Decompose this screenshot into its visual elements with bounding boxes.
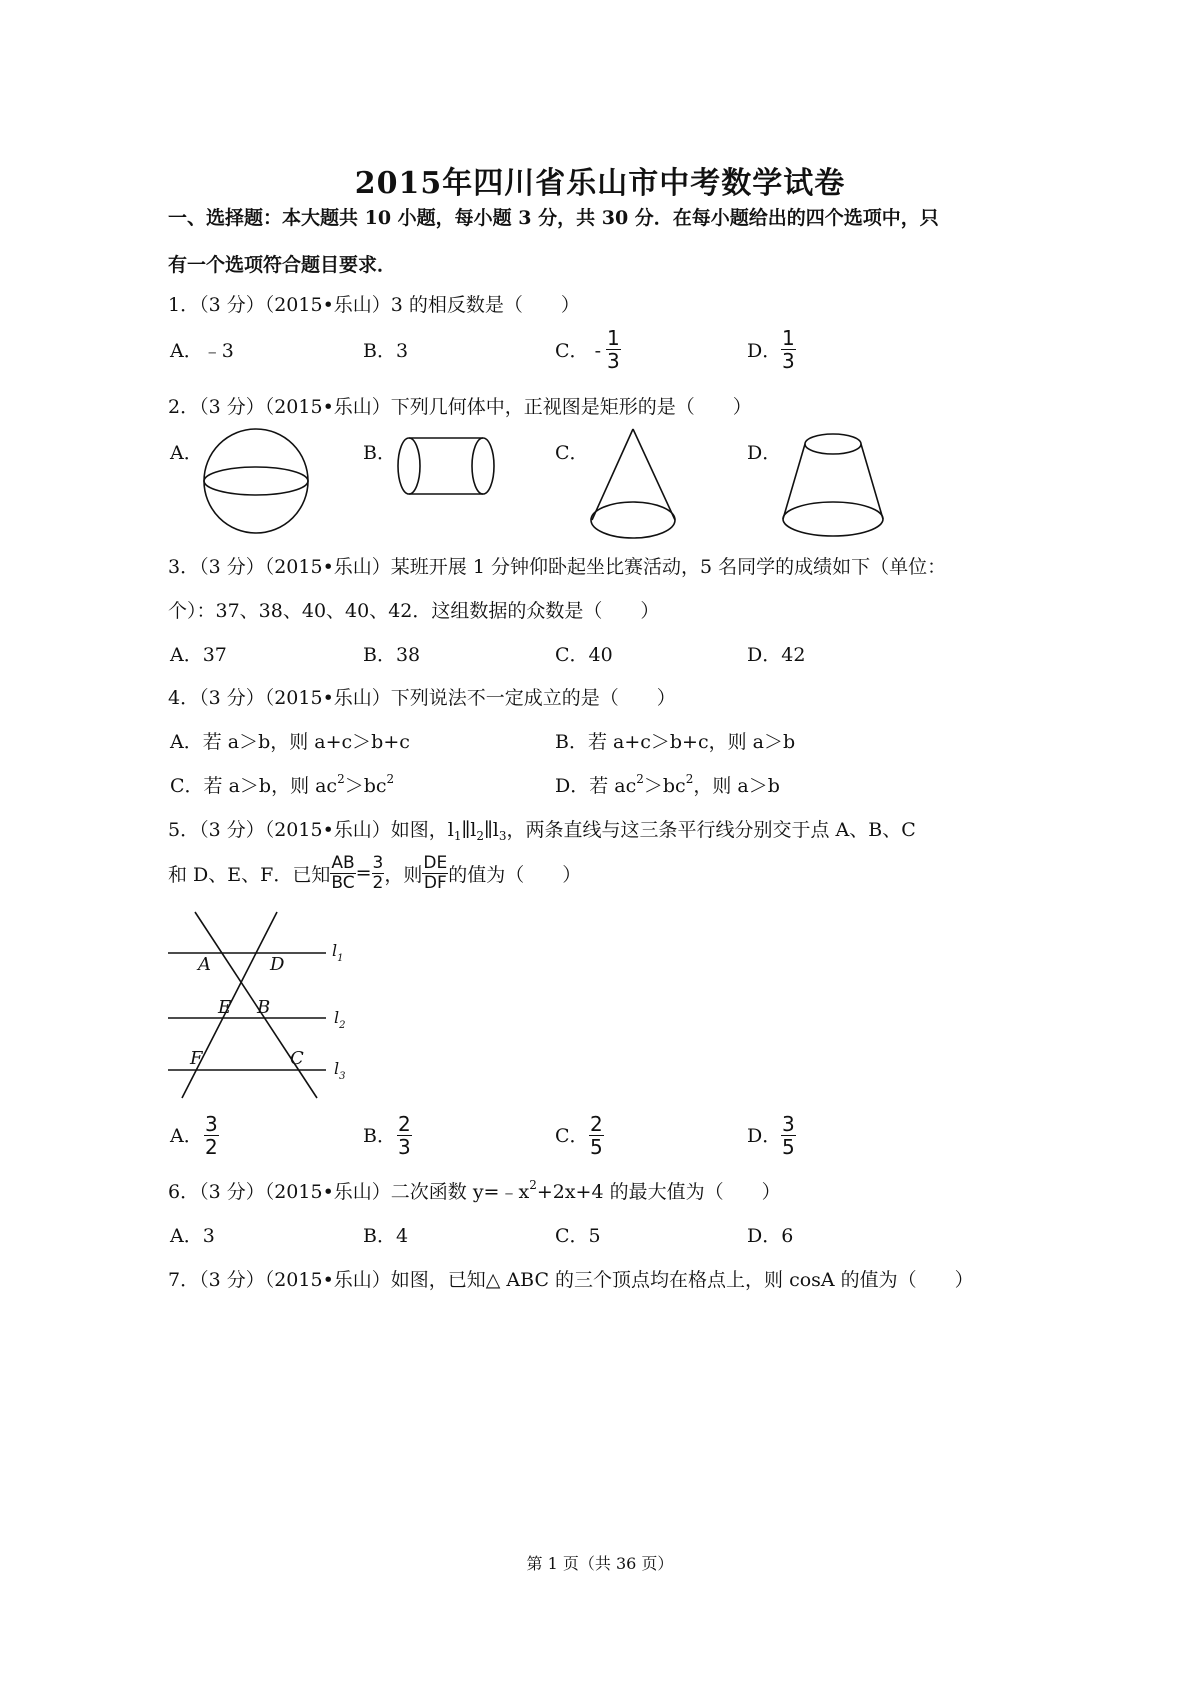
- superscript: 2: [685, 772, 694, 786]
- fraction-numerator: 1: [607, 326, 620, 350]
- l2-label: $l_2$: [334, 1008, 346, 1031]
- q5-text: ，则: [384, 863, 423, 886]
- frustum-icon: [776, 428, 890, 542]
- point-d-label: D: [270, 954, 285, 975]
- q5-option-a-label: A．: [170, 1125, 203, 1147]
- fraction-denominator: DF: [423, 872, 447, 893]
- point-a-label: A: [198, 954, 211, 975]
- q5-option-c-label: C．: [555, 1125, 589, 1147]
- q1-option-c-fraction: [606, 327, 621, 372]
- page-footer: 第 1 页（共 36 页）: [526, 1554, 674, 1573]
- question-3-stem-line2: 个）：37、38、40、40、42．这组数据的众数是（ ）: [168, 600, 660, 622]
- fraction-denominator: 3: [607, 349, 620, 373]
- q3-option-d: D．42: [747, 644, 806, 666]
- section-heading-line1: 一、选择题：本大题共 10 小题，每小题 3 分，共 30 分．在每小题给出的四个选项中，只: [168, 207, 939, 229]
- q2-option-d: D．: [747, 442, 782, 464]
- q1-option-c: [555, 336, 601, 363]
- fraction-numerator: 2: [398, 1112, 411, 1136]
- question-6-stem: [168, 1177, 781, 1204]
- subscript: 1: [453, 829, 462, 843]
- q1-option-d-fraction: [781, 327, 796, 372]
- q1-option-c-label: C．: [555, 340, 589, 362]
- q4-option-b: B．若 a+c＞b+c，则 a＞b: [555, 731, 796, 753]
- q4-option-a: A．若 a＞b，则 a+c＞b+c: [170, 731, 410, 753]
- fraction-numerator: 3: [782, 1112, 795, 1136]
- fraction-numerator: AB: [331, 852, 355, 873]
- q5-text: ，两条直线与这三条平行线分别交于点 A、B、C: [506, 819, 916, 841]
- fraction-denominator: BC: [331, 872, 355, 893]
- fraction-denominator: 3: [398, 1135, 411, 1159]
- superscript: 2: [337, 772, 345, 786]
- parallel-lines-figure: [166, 910, 356, 1102]
- q4-d-text: D．若 ac: [555, 775, 637, 797]
- q6-text: +2x+4 的最大值为（ ）: [536, 1181, 781, 1203]
- q2-option-a: A．: [170, 442, 203, 464]
- sphere-icon: [200, 425, 312, 537]
- q5-text: 5．（3 分）（2015•乐山）如图，l: [168, 819, 454, 841]
- fraction-denominator: 3: [782, 349, 795, 373]
- point-f-label: F: [190, 1048, 203, 1069]
- superscript: 2: [529, 1178, 537, 1192]
- question-5-stem-line2: [168, 850, 581, 896]
- q5-option-a-fraction: [204, 1113, 219, 1158]
- q3-option-b: B．38: [363, 644, 421, 666]
- q5-option-b-label: B．: [363, 1125, 396, 1147]
- question-7-stem: 7．（3 分）（2015•乐山）如图，已知△ ABC 的三个顶点均在格点上，则 cosA 的值为（ ）: [168, 1269, 974, 1291]
- q1-option-c-sign: -: [594, 340, 602, 362]
- point-c-label: C: [290, 1048, 304, 1069]
- q4-option-d: [555, 771, 780, 798]
- q2-option-b: B．: [363, 442, 396, 464]
- equals-sign: =: [355, 862, 372, 884]
- q1-option-a: A．﹣3: [170, 340, 234, 362]
- question-3-stem-line1: 3．（3 分）（2015•乐山）某班开展 1 分钟仰卧起坐比赛活动，5 名同学的成绩如下（单位：: [168, 556, 947, 578]
- cone-icon: [586, 426, 682, 542]
- subscript: 2: [476, 829, 484, 843]
- fraction-denominator: 2: [205, 1135, 218, 1159]
- l3-label: $l_3$: [334, 1059, 346, 1082]
- subscript: 3: [498, 829, 507, 843]
- q4-d-text: ，则 a＞b: [693, 775, 780, 797]
- q5-text: 和 D、E、F．已知: [168, 863, 331, 886]
- q4-c-text: ＞bc: [344, 775, 387, 797]
- fraction-numerator: DE: [423, 852, 448, 873]
- q1-option-d-label: D．: [747, 340, 782, 362]
- q6-option-b: B．4: [363, 1225, 409, 1247]
- q5-option-b-fraction: [397, 1113, 412, 1158]
- superscript: 2: [636, 772, 644, 786]
- q3-option-c: C．40: [555, 644, 613, 666]
- q4-option-c: [170, 771, 394, 798]
- section-heading-line2: 有一个选项符合题目要求．: [168, 254, 397, 276]
- q6-option-c: C．5: [555, 1225, 601, 1247]
- page-title: 2015年四川省乐山市中考数学试卷: [354, 166, 846, 201]
- q4-c-text: C．若 a＞b，则 ac: [170, 775, 338, 797]
- q1-option-b: B．3: [363, 340, 409, 362]
- fraction-denominator: 5: [590, 1135, 603, 1159]
- q5-text: ∥l: [484, 819, 499, 841]
- q5-option-c-fraction: [589, 1113, 604, 1158]
- q5-option-d-label: D．: [747, 1125, 782, 1147]
- q6-option-d: D．6: [747, 1225, 794, 1247]
- question-1-stem: 1．（3 分）（2015•乐山）3 的相反数是（ ）: [168, 294, 580, 316]
- superscript: 2: [386, 772, 395, 786]
- point-b-label: B: [257, 997, 271, 1018]
- fraction-numerator: 2: [590, 1112, 603, 1136]
- q6-option-a: A．3: [170, 1225, 215, 1247]
- q5-option-d-fraction: [781, 1113, 796, 1158]
- q3-option-a: A．37: [170, 644, 227, 666]
- question-4-stem: 4．（3 分）（2015•乐山）下列说法不一定成立的是（ ）: [168, 687, 676, 709]
- fraction-denominator: 2: [372, 872, 384, 893]
- q4-d-text: ＞bc: [643, 775, 686, 797]
- q5-text: ∥l: [461, 819, 477, 841]
- l1-label: $l_1$: [332, 941, 344, 964]
- q6-text: 6．（3 分）（2015•乐山）二次函数 y=﹣x: [168, 1181, 530, 1203]
- q5-text: 的值为（ ）: [448, 863, 582, 886]
- fraction-numerator: 3: [372, 852, 384, 873]
- question-5-stem-line1: [168, 815, 916, 842]
- point-e-label: E: [218, 997, 232, 1018]
- question-2-stem: 2．（3 分）（2015•乐山）下列几何体中，正视图是矩形的是（ ）: [168, 396, 752, 418]
- cylinder-icon: [392, 433, 502, 499]
- fraction-numerator: 1: [782, 326, 795, 350]
- q2-option-c: C．: [555, 442, 589, 464]
- fraction-numerator: 3: [205, 1112, 218, 1136]
- fraction-denominator: 5: [782, 1135, 795, 1159]
